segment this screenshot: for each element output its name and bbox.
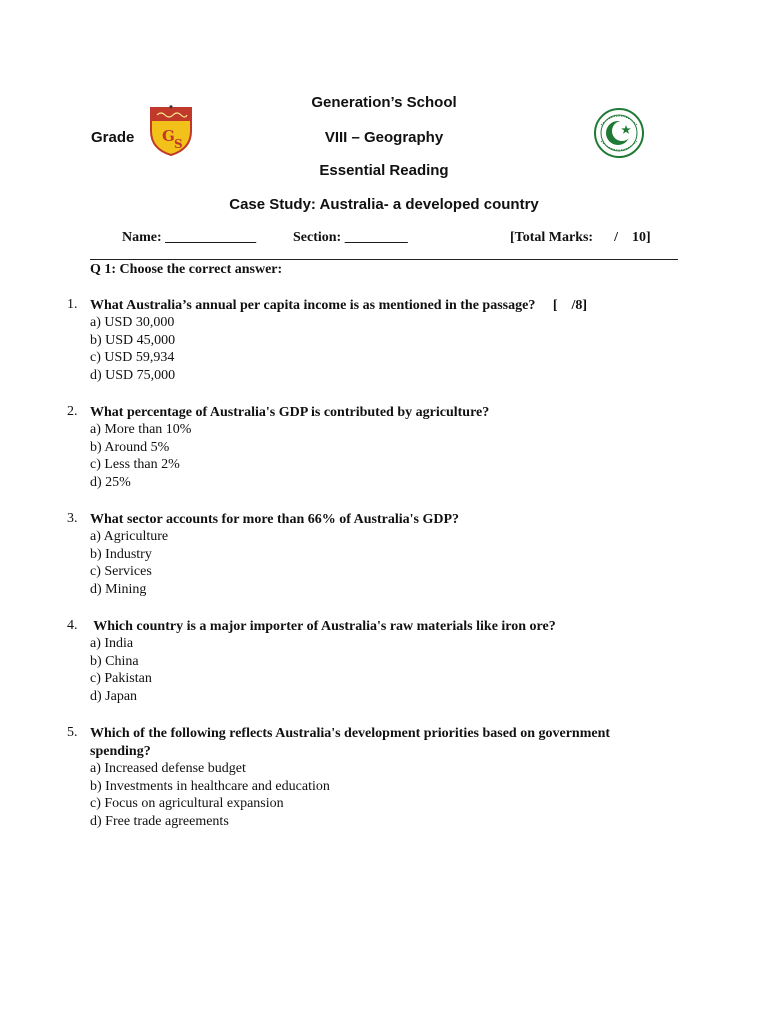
question-text: What percentage of Australia's GDP is contributed by agriculture? — [90, 405, 490, 420]
case-study-title: Case Study: Australia- a developed country — [229, 196, 539, 213]
option-d: d) 25% — [90, 474, 131, 490]
option-d: d) Japan — [90, 688, 138, 704]
option-b: b) Investments in healthcare and education — [90, 778, 330, 794]
option-c: c) Less than 2% — [90, 457, 180, 472]
name-field: Name: _____________ — [122, 230, 257, 245]
reading-title: Essential Reading — [319, 162, 449, 179]
question-number: 1. — [67, 297, 78, 312]
option-b: b) Around 5% — [90, 439, 170, 455]
option-a: a) Increased defense budget — [90, 761, 246, 776]
option-c: c) Services — [90, 564, 152, 579]
total-marks: [Total Marks: / 10] — [510, 230, 651, 245]
question-number: 4. — [67, 618, 78, 633]
question-text: Which of the following reflects Australia's development priorities based on government spending? — [90, 726, 611, 759]
crest-letter-s: S — [174, 137, 183, 151]
question-text: Which country is a major importer of Australia's raw materials like iron ore? — [90, 619, 556, 634]
section-heading: Q 1: Choose the correct answer: — [90, 262, 283, 277]
option-a: a) Agriculture — [90, 529, 169, 544]
option-d: d) Free trade agreements — [90, 813, 229, 829]
option-b: b) China — [90, 653, 139, 669]
question-number: 3. — [67, 511, 78, 526]
divider-rule — [90, 259, 678, 260]
option-c: c) Focus on agricultural expansion — [90, 796, 284, 811]
subject-title: VIII – Geography — [324, 129, 444, 146]
option-b: b) USD 45,000 — [90, 332, 176, 348]
question-text: What Australia’s annual per capita income is as mentioned in the passage? [ /8] — [90, 298, 588, 313]
option-a: a) More than 10% — [90, 422, 192, 437]
grade-label: Grade — [91, 129, 135, 146]
school-name: Generation’s School — [311, 94, 457, 111]
crest-letter-g: G — [162, 127, 175, 145]
option-b: b) Industry — [90, 546, 152, 562]
option-c: c) Pakistan — [90, 671, 152, 686]
question-number: 2. — [67, 404, 78, 419]
question-number: 5. — [67, 725, 78, 740]
question-text: What sector accounts for more than 66% of Australia's GDP? — [90, 512, 460, 527]
option-d: d) Mining — [90, 581, 147, 597]
option-c: c) USD 59,934 — [90, 350, 175, 365]
option-d: d) USD 75,000 — [90, 367, 176, 383]
section-field: Section: _________ — [293, 230, 408, 245]
option-a: a) USD 30,000 — [90, 315, 175, 330]
option-a: a) India — [90, 636, 134, 651]
